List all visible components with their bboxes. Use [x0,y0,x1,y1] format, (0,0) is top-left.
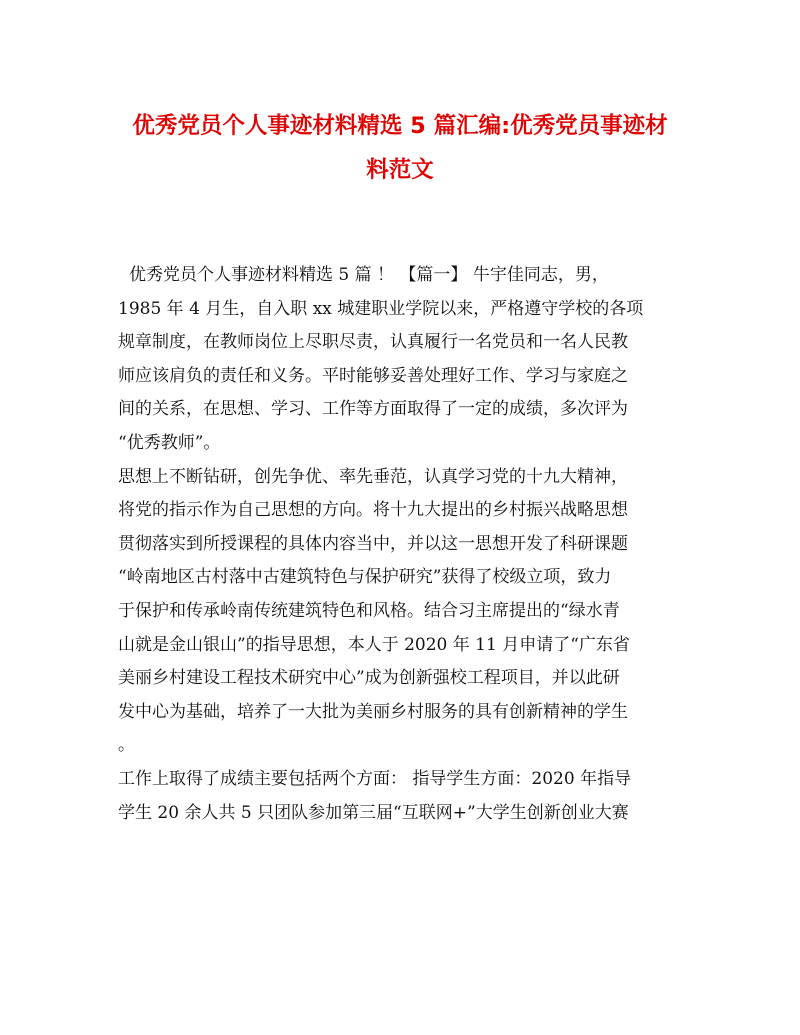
body-line: 。 [118,735,135,756]
body-line: 师应该肩负的责任和义务。平时能够妥善处理好工作、学习与家庭之 [118,365,628,386]
body-line: 将党的指示作为自己思想的方向。将十九大提出的乡村振兴战略思想 [118,500,628,521]
document-title [110,104,690,192]
body-line: 美丽乡村建设工程技术研究中心”成为创新强校工程项目，并以此研 [118,668,620,689]
body-line: 工作上取得了成绩主要包括两个方面： 指导学生方面：2020 年指导 [118,768,632,789]
body-line: 学生 20 余人共 5 只团队参加第三届“互联网+”大学生创新创业大赛 [118,802,629,823]
body-line: 于保护和传承岭南传统建筑特色和风格。结合习主席提出的“绿水青 [118,600,620,621]
body-line: 贯彻落实到所授课程的具体内容当中，并以这一思想开发了科研课题 [118,533,628,554]
document-body [118,259,688,830]
body-line: 间的关系，在思想、学习、工作等方面取得了一定的成绩，多次评为 [118,399,628,420]
body-line: “岭南地区古村落中古建筑特色与保护研究”获得了校级立项，致力 [118,567,612,588]
body-line: 1985 年 4 月生，自入职 xx 城建职业学院以来，严格遵守学校的各项 [118,298,644,319]
body-line: 规章制度，在教师岗位上尽职尽责，认真履行一名党员和一名人民教 [118,332,628,353]
title-line: 料范文 [366,157,434,183]
body-line: 山就是金山银山”的指导思想，本人于 2020 年 11 月申请了“广东省 [118,634,630,655]
body-line: “优秀教师”。 [118,432,221,453]
body-line: 发中心为基础，培养了一大批为美丽乡村服务的具有创新精神的学生 [118,701,628,722]
title-line: 优秀党员个人事迹材料精选 5 篇汇编:优秀党员事迹材 [132,113,668,139]
body-line: 优秀党员个人事迹材料精选 5 篇 ！ 【篇一】 牛宇佳同志，男， [129,265,609,285]
body-line: 思想上不断钻研，创先争优、率先垂范，认真学习党的十九大精神， [118,466,628,487]
